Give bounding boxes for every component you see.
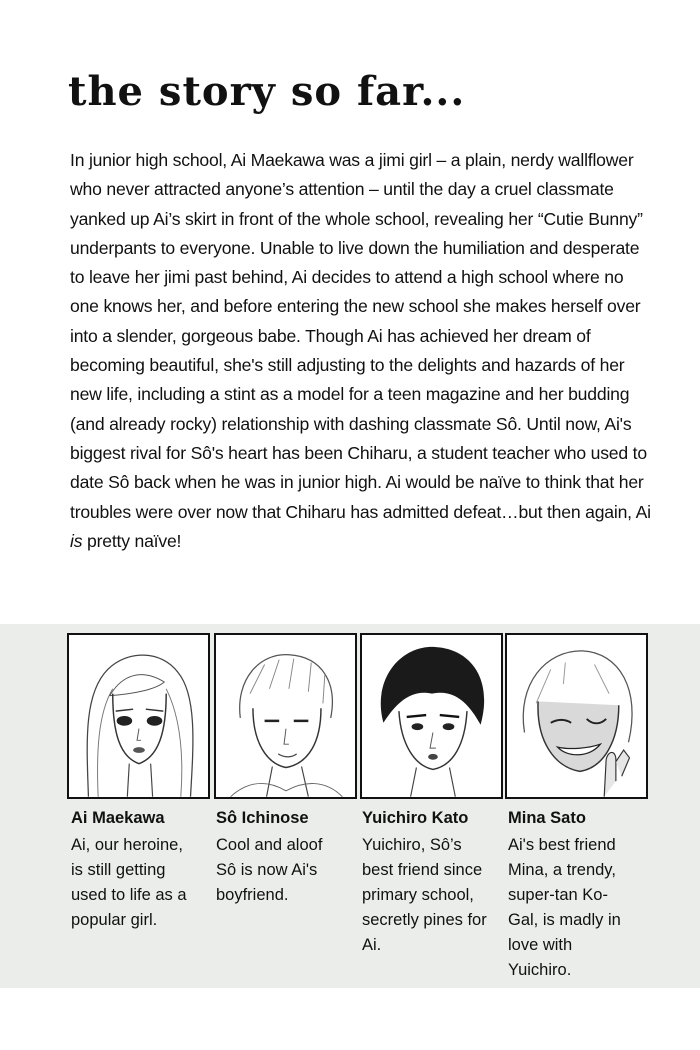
desc-line: used to life as a (71, 886, 187, 904)
character-desc-mina (508, 833, 621, 983)
mina-sato-illustration (507, 635, 646, 797)
desc-line: secretly pines for (362, 911, 487, 929)
character-desc-so (216, 833, 322, 908)
summary-line: (and already rocky) relationship with dashing classmate Sô. Until now, Ai's (70, 413, 632, 434)
desc-line: Mina, a trendy, (508, 861, 616, 879)
desc-line: Ai. (362, 936, 382, 954)
summary-line: new life, including a stint as a model for a teen magazine and her budding (70, 384, 630, 405)
desc-line: Yuichiro. (508, 961, 572, 979)
desc-line: best friend since (362, 861, 483, 879)
summary-line: becoming beautiful, she's still adjusting to the delights and hazards of her (70, 355, 625, 376)
desc-line: primary school, (362, 886, 474, 904)
summary-line: In junior high school, Ai Maekawa was a jimi girl – a plain, nerdy wallflower (70, 150, 634, 170)
character-name-ai: Ai Maekawa (71, 809, 165, 827)
portrait-so-ichinose (214, 633, 357, 799)
summary-line: to leave her jimi past behind, Ai decides to attend a high school where no (70, 267, 624, 288)
summary-line: biggest rival for Sô's heart has been Chiharu, a student teacher who used to (70, 442, 647, 463)
summary-line: underpants to everyone. Unable to live down the humiliation and desperate (70, 237, 640, 258)
portrait-ai-maekawa (67, 633, 210, 799)
character-desc-ai (71, 833, 187, 933)
character-name-mina: Mina Sato (508, 809, 586, 827)
so-ichinose-illustration (216, 635, 355, 797)
portrait-yuichiro-kato (360, 633, 503, 799)
desc-line: Sô is now Ai's (216, 861, 318, 879)
summary-last-line (70, 527, 650, 556)
summary-line: who never attracted anyone’s attention – until the day a cruel classmate (70, 179, 614, 200)
ai-maekawa-illustration (69, 635, 208, 797)
desc-line: boyfriend. (216, 886, 289, 904)
character-name-yuichiro: Yuichiro Kato (362, 809, 469, 827)
summary-last-line-rest: pretty naïve! (82, 530, 182, 551)
summary-line: one knows her, and before entering the new school she makes herself over (70, 296, 641, 317)
desc-line: Ai's best friend (508, 836, 616, 854)
character-desc-yuichiro (362, 833, 487, 958)
character-name-so: Sô Ichinose (216, 809, 309, 827)
desc-line: Yuichiro, Sô’s (362, 836, 462, 854)
portrait-mina-sato (505, 633, 648, 799)
desc-line: Gal, is madly in (508, 911, 621, 929)
summary-line: yanked up Ai’s skirt in front of the whole school, revealing her “Cutie Bunny” (70, 208, 643, 229)
desc-line: Cool and aloof (216, 836, 323, 854)
desc-line: super-tan Ko- (508, 886, 608, 904)
desc-line: Ai, our heroine, (71, 836, 183, 854)
story-summary (70, 146, 650, 556)
desc-line: popular girl. (71, 911, 158, 929)
desc-line: love with (508, 936, 573, 954)
page-title: the story so far... (68, 68, 466, 115)
summary-line: date Sô back when he was in junior high. Ai would be naïve to think that her (70, 472, 644, 493)
summary-italic-word: is (70, 530, 83, 551)
yuichiro-kato-illustration (362, 635, 501, 797)
desc-line: is still getting (71, 861, 166, 879)
summary-line: into a slender, gorgeous babe. Though Ai has achieved her dream of (70, 325, 591, 346)
summary-line: troubles were over now that Chiharu has admitted defeat…but then again, Ai (70, 501, 651, 522)
